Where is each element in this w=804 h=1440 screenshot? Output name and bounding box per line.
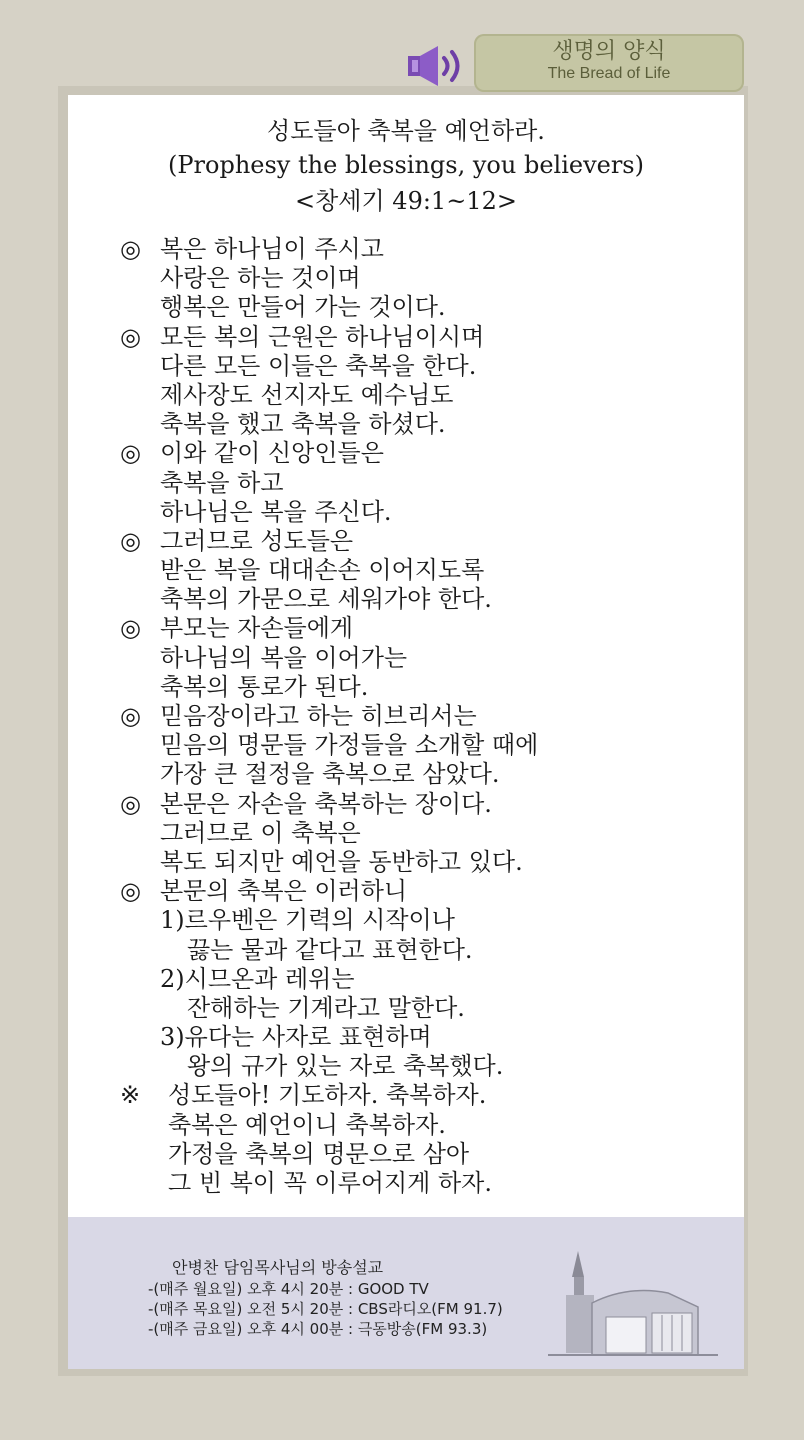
text-line: 3)유다는 사자로 표현하며 bbox=[160, 1023, 432, 1052]
schedule-line: -(매주 목요일) 오전 5시 20분 : CBS라디오(FM 91.7) bbox=[148, 1300, 503, 1318]
bullet-mark: ◎ bbox=[120, 235, 141, 263]
bullet-mark: ◎ bbox=[120, 789, 141, 818]
sermon-title: 성도들아 축복을 예언하라. bbox=[267, 117, 545, 145]
text-line: 축복을 하고 bbox=[160, 468, 284, 497]
bullet-section bbox=[120, 702, 720, 790]
text-line: 하나님은 복을 주신다. bbox=[160, 497, 392, 526]
bullet-section bbox=[120, 323, 720, 440]
closing-note bbox=[120, 1081, 720, 1198]
bullet-section bbox=[120, 235, 720, 323]
text-line: 사랑은 하는 것이며 bbox=[160, 264, 361, 293]
schedule-line: -(매주 월요일) 오후 4시 20분 : GOOD TV bbox=[148, 1280, 429, 1298]
scripture-reference: <창세기 49:1~12> bbox=[295, 187, 517, 215]
sermon-subtitle: (Prophesy the blessings, you believers) bbox=[168, 151, 644, 179]
bullet-mark: ◎ bbox=[120, 877, 141, 906]
brand-badge bbox=[474, 34, 744, 92]
brand-title-ko: 생명의 양식 bbox=[552, 39, 666, 64]
text-line: 이와 같이 신앙인들은 bbox=[160, 439, 384, 468]
text-line: 축복의 통로가 된다. bbox=[160, 672, 369, 701]
text-line: 부모는 자손들에게 bbox=[160, 614, 354, 643]
text-line: 가장 큰 절정을 축복으로 삼았다. bbox=[160, 760, 500, 789]
bullet-mark: ◎ bbox=[120, 322, 141, 351]
speaker-icon[interactable] bbox=[406, 44, 466, 88]
bullet-section bbox=[120, 877, 720, 1081]
text-line: 1)르우벤은 기력의 시작이나 bbox=[160, 906, 455, 935]
sermon-sheet bbox=[68, 95, 744, 1217]
bullet-mark: ◎ bbox=[120, 614, 141, 643]
text-line: 믿음의 명문들 가정들을 소개할 때에 bbox=[160, 731, 539, 760]
text-line: 왕의 규가 있는 자로 축복했다. bbox=[187, 1052, 504, 1081]
text-line: 복은 하나님이 주시고 bbox=[160, 235, 384, 263]
bullet-section bbox=[120, 790, 720, 878]
text-line: 본문은 자손을 축복하는 장이다. bbox=[160, 789, 492, 818]
text-line: 그러므로 성도들은 bbox=[160, 526, 354, 555]
bullet-section bbox=[120, 527, 720, 615]
text-line: 축복을 했고 축복을 하셨다. bbox=[160, 410, 446, 439]
schedule-line: -(매주 금요일) 오후 4시 00분 : 극동방송(FM 93.3) bbox=[148, 1320, 488, 1338]
text-line: 모든 복의 근원은 하나님이시며 bbox=[160, 322, 485, 351]
text-line: 축복의 가문으로 세워가야 한다. bbox=[160, 585, 492, 614]
text-line: 끓는 물과 같다고 표현한다. bbox=[187, 935, 473, 964]
text-line: 복도 되지만 예언을 동반하고 있다. bbox=[160, 847, 523, 876]
text-line: 제사장도 선지자도 예수님도 bbox=[160, 380, 454, 409]
bullet-section bbox=[120, 439, 720, 527]
bullet-mark: ◎ bbox=[120, 702, 141, 730]
text-line: 성도들아! 기도하자. 축복하자. bbox=[168, 1081, 487, 1110]
text-line: 믿음장이라고 하는 히브리서는 bbox=[160, 702, 477, 730]
text-line: 그 빈 복이 꼭 이루어지게 하자. bbox=[168, 1169, 492, 1197]
text-line: 잔해하는 기계라고 말한다. bbox=[187, 993, 465, 1022]
text-line: 축복은 예언이니 축복하자. bbox=[168, 1110, 446, 1139]
church-illustration-icon bbox=[548, 1237, 718, 1361]
text-line: 본문의 축복은 이러하니 bbox=[160, 877, 408, 906]
broadcast-title: 안병찬 담임목사님의 방송설교 bbox=[172, 1258, 384, 1277]
text-line: 다른 모든 이들은 축복을 한다. bbox=[160, 351, 477, 380]
text-line: 행복은 만들어 가는 것이다. bbox=[160, 293, 446, 322]
text-line: 2)시므온과 레위는 bbox=[160, 964, 355, 993]
broadcast-footer bbox=[68, 1217, 744, 1369]
bullet-mark: ◎ bbox=[120, 526, 141, 555]
bullet-mark: ◎ bbox=[120, 439, 141, 468]
text-line: 받은 복을 대대손손 이어지도록 bbox=[160, 556, 485, 585]
brand-title-en: The Bread of Life bbox=[547, 65, 671, 82]
text-line: 하나님의 복을 이어가는 bbox=[160, 643, 408, 672]
text-line: 가정을 축복의 명문으로 삼아 bbox=[168, 1139, 470, 1168]
text-line: 그러므로 이 축복은 bbox=[160, 818, 361, 847]
sermon-body bbox=[120, 235, 720, 1198]
bullet-section bbox=[120, 614, 720, 702]
bullet-mark: ※ bbox=[120, 1081, 141, 1110]
broadcast-schedule bbox=[148, 1279, 503, 1339]
